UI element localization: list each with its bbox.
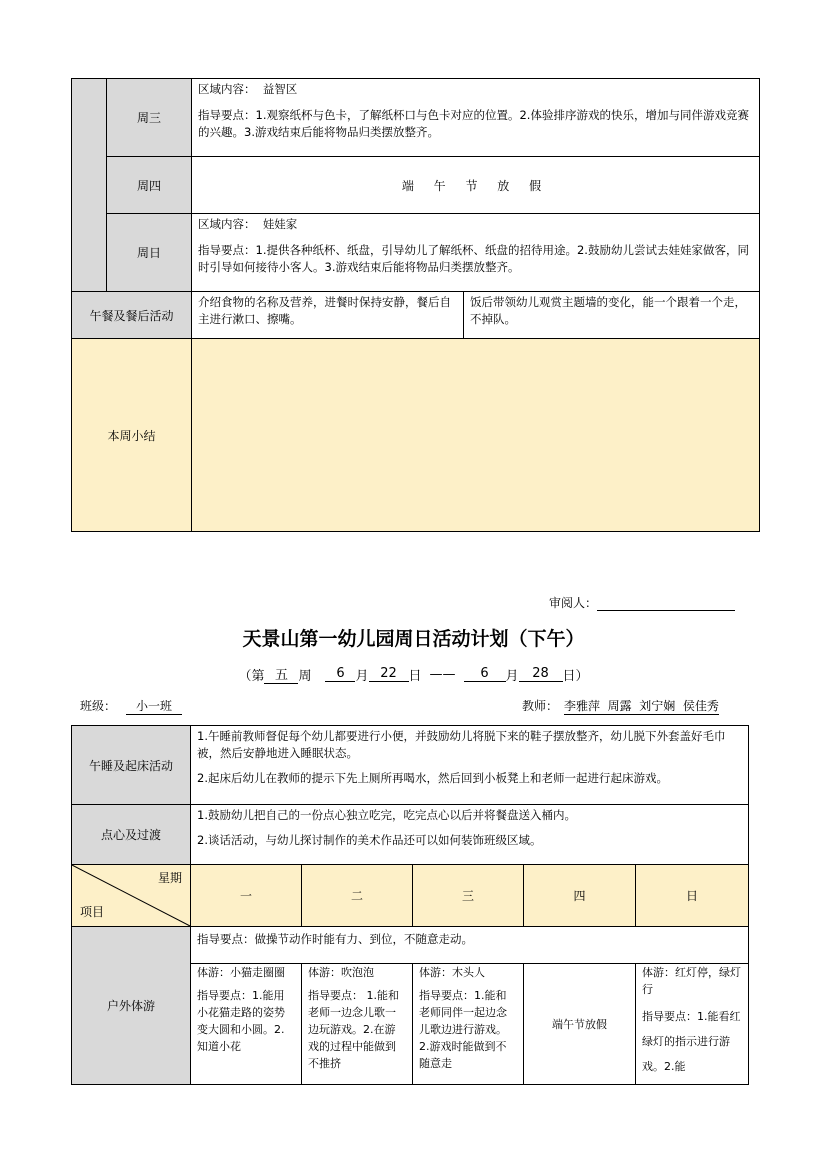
class-name: 小一班 bbox=[126, 697, 182, 715]
outdoor-tue-guide: 指导要点： 1.能和老师一边念儿歌一边玩游戏。2.在游戏的过程中能做到不推挤 bbox=[308, 989, 399, 1070]
reviewer-line bbox=[549, 594, 749, 612]
thu-content-cell bbox=[191, 156, 760, 214]
day-header-thu: 四 bbox=[523, 864, 636, 927]
page-title: 天景山第一幼儿园周日活动计划（下午） bbox=[242, 627, 585, 650]
lunch-label: 午餐及餐后活动 bbox=[71, 291, 192, 339]
outdoor-mon-game: 体游：小猫走圈圈 bbox=[197, 966, 285, 979]
item-header-label: 项目 bbox=[80, 905, 105, 919]
end-day: 28 bbox=[519, 666, 563, 682]
outdoor-sun bbox=[635, 963, 749, 1085]
summary-content bbox=[191, 338, 760, 532]
day-label-thu: 周四 bbox=[106, 156, 192, 214]
outdoor-sun-game: 体游：红灯停，绿灯行 bbox=[642, 966, 741, 996]
outdoor-thu-holiday: 端午节放假 bbox=[552, 1017, 607, 1031]
start-month: 6 bbox=[325, 666, 355, 682]
outdoor-wed bbox=[412, 963, 524, 1085]
date-line: （第 五 周 6 月 22 日 —— 6 月 28 日） bbox=[238, 666, 589, 684]
summary-label: 本周小结 bbox=[71, 338, 192, 532]
outdoor-mon bbox=[190, 963, 302, 1085]
outdoor-mon-guide: 指导要点：1.能用小花猫走路的姿势变大圆和小圆。2.知道小花 bbox=[197, 989, 285, 1053]
day-header-sun: 日 bbox=[635, 864, 749, 927]
lunch-right: 饭后带领幼儿观赏主题墙的变化，能一个跟着一个走，不掉队。 bbox=[463, 291, 760, 339]
week-header-label: 星期 bbox=[157, 871, 182, 885]
class-line: 班级： 小一班 bbox=[80, 697, 280, 715]
outdoor-tue bbox=[301, 963, 413, 1085]
sun-area: 娃娃家 bbox=[262, 217, 298, 231]
outdoor-tue-game: 体游：吹泡泡 bbox=[308, 966, 374, 979]
wed-guide: 指导要点：1.观察纸杯与色卡，了解纸杯口与色卡对应的位置。2.体验排序游戏的快乐，增加与同伴游戏竞赛的兴趣。3.游戏结束后能将物品归类摆放整齐。 bbox=[198, 108, 749, 139]
sun-guide: 指导要点：1.提供各种纸杯、纸盘，引导幼儿了解纸杯、纸盘的招待用途。2.鼓励幼儿尝试去娃娃家做客，同时引导如何接待小客人。3.游戏结束后能将物品归类摆放整齐。 bbox=[198, 243, 749, 274]
outdoor-common: 指导要点：做操节动作时能有力、到位，不随意走动。 bbox=[190, 926, 749, 964]
reviewer-field bbox=[597, 596, 735, 611]
reviewer-label: 审阅人： bbox=[549, 596, 598, 610]
snack-label: 点心及过渡 bbox=[71, 804, 191, 865]
end-month: 6 bbox=[464, 666, 506, 682]
thu-holiday: 端 午 节 放 假 bbox=[401, 178, 550, 193]
nap-p1: 1.午睡前教师督促每个幼儿都要进行小便，并鼓励幼儿将脱下来的鞋子摆放整齐，幼儿脱下外套盖好毛巾被，然后安静地进入睡眠状态。 bbox=[197, 729, 726, 760]
teacher-line: 教师： 李雅萍 周露 刘宁娴 侯佳秀 bbox=[522, 699, 719, 713]
outdoor-thu bbox=[523, 963, 636, 1085]
snack-content bbox=[190, 804, 749, 865]
day-label-wed: 周三 bbox=[106, 78, 192, 157]
wed-area: 益智区 bbox=[262, 82, 298, 96]
teacher-names: 李雅萍 周露 刘宁娴 侯佳秀 bbox=[564, 699, 719, 713]
diagonal-header-cell bbox=[71, 864, 191, 927]
outdoor-wed-guide: 指导要点：1.能和老师同伴一起边念儿歌边进行游戏。2.游戏时能做到不随意走 bbox=[419, 989, 507, 1070]
outdoor-label: 户外体游 bbox=[71, 926, 191, 1085]
top-table bbox=[71, 78, 760, 532]
snack-p2: 2.谈话活动，与幼儿探讨制作的美术作品还可以如何装饰班级区域。 bbox=[197, 833, 542, 847]
outdoor-wed-game: 体游：木头人 bbox=[419, 966, 485, 979]
day-label-sun: 周日 bbox=[106, 213, 192, 292]
nap-p2: 2.起床后幼儿在教师的提示下先上厕所再喝水，然后回到小板凳上和老师一起进行起床游戏。 bbox=[197, 771, 668, 785]
wed-content-cell: 区域内容： 益智区 指导要点：1.观察纸杯与色卡，了解纸杯口与色卡对应的位置。2.体验排序游戏的快乐，增加与同伴游戏竞赛的兴趣。3.游戏结束后能将物品归类摆放整齐。 bbox=[191, 78, 760, 157]
snack-p1: 1.鼓励幼儿把自己的一份点心独立吃完，吃完点心以后并将餐盘送入桶内。 bbox=[197, 808, 576, 822]
start-day: 22 bbox=[369, 666, 409, 682]
outdoor-sun-guide: 指导要点：1.能看红绿灯的指示进行游戏。2.能 bbox=[642, 1010, 741, 1073]
nap-label: 午睡及起床活动 bbox=[71, 725, 191, 805]
bottom-table bbox=[71, 725, 749, 1085]
day-header-tue: 二 bbox=[301, 864, 413, 927]
lunch-left: 介绍食物的名称及营养，进餐时保持安静，餐后自主进行漱口、擦嘴。 bbox=[191, 291, 464, 339]
nap-content bbox=[190, 725, 749, 805]
day-header-wed: 三 bbox=[412, 864, 524, 927]
sun-content-cell: 区域内容： 娃娃家 指导要点：1.提供各种纸杯、纸盘，引导幼儿了解纸杯、纸盘的招待用途。2.鼓励幼儿尝试去娃娃家做客，同时引导如何接待小客人。3.游戏结束后能将物品归类摆放整齐。 bbox=[191, 213, 760, 292]
day-header-mon: 一 bbox=[190, 864, 302, 927]
week-number: 五 bbox=[264, 664, 298, 684]
